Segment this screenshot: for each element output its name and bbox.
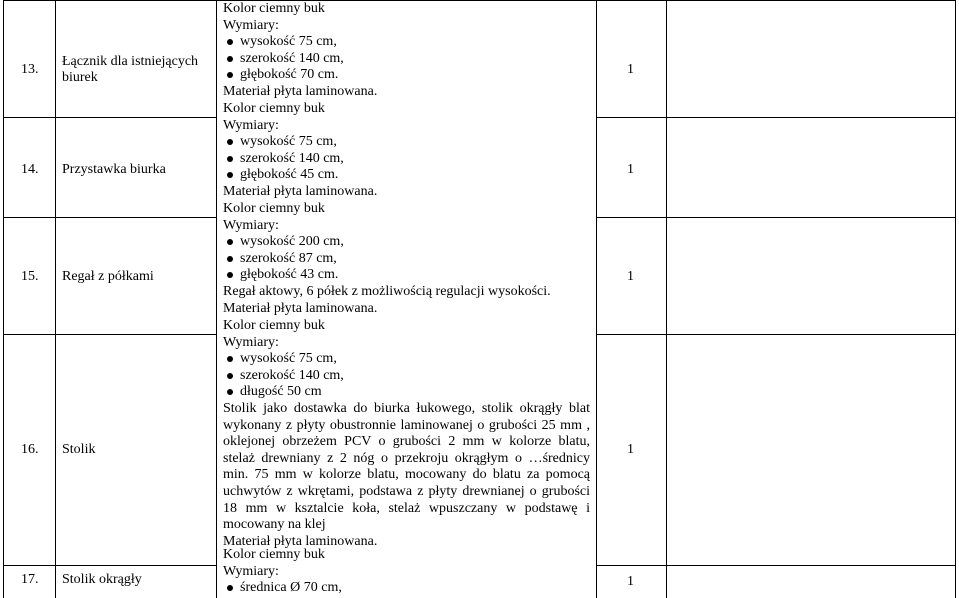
row-border-2 xyxy=(3,217,216,218)
description-line: Kolor ciemny buk xyxy=(223,547,325,562)
description-line: Regał aktowy, 6 półek z możliwością regulacji wysokości. xyxy=(223,283,551,299)
item-name: Łącznik dla istniejących xyxy=(62,54,199,69)
description-line: Kolor ciemny buk xyxy=(223,101,325,116)
dimension-item: wysokość 75 cm, xyxy=(223,134,590,151)
item-name: Stolik xyxy=(62,442,96,457)
description-line: uchwytów z wkrętami, podstawa z płyty drewnianej o grubości xyxy=(223,483,590,499)
row-border-1b xyxy=(596,117,956,118)
dimension-item: szerokość 140 cm, xyxy=(223,51,590,68)
col-border-left xyxy=(3,0,4,598)
row-number: 17. xyxy=(21,572,39,587)
item-name: Regał z półkami xyxy=(62,269,154,284)
description-line: stelaż drewniany z 2 nóg o przekroju okrągłym o …średnicy xyxy=(223,450,590,466)
description-line: Kolor ciemny buk xyxy=(223,201,325,216)
quantity: 1 xyxy=(627,574,634,589)
description-line: min. 75 mm w kolorze blatu, mocowany do blatu za pomocą xyxy=(223,467,590,483)
description-line: Wymiary: xyxy=(223,17,279,33)
description-line: wykonany z płyty obustronnie laminowanej o grubości 25 mm , xyxy=(223,417,590,433)
description-line: mocowany na klej xyxy=(223,517,326,533)
dimension-item: szerokość 140 cm, xyxy=(223,151,590,168)
dimension-item: wysokość 75 cm, xyxy=(223,34,590,51)
item-name: Przystawka biurka xyxy=(62,162,166,177)
item-description xyxy=(223,318,590,550)
row-border-4b xyxy=(596,565,956,566)
row-number: 16. xyxy=(21,442,39,457)
quantity: 1 xyxy=(627,269,634,284)
dimension-item: wysokość 75 cm, xyxy=(223,351,590,368)
col-border-desc-qty xyxy=(596,0,597,598)
description-line: Wymiary: xyxy=(223,117,279,133)
description-line: Wymiary: xyxy=(223,563,279,579)
description-line: Kolor ciemny buk xyxy=(223,1,325,16)
description-line: Materiał płyta laminowana. xyxy=(223,183,378,199)
description-line: Materiał płyta laminowana. xyxy=(223,83,378,99)
description-line: Stolik jako dostawka do biurka łukowego, stolik okrągły blat xyxy=(223,400,590,416)
dimension-item: głębokość 45 cm. xyxy=(223,167,590,184)
col-border-name-desc xyxy=(216,0,217,598)
item-description xyxy=(223,547,590,597)
row-number: 15. xyxy=(21,269,39,284)
dimension-item: szerokość 140 cm, xyxy=(223,368,590,385)
description-line: Wymiary: xyxy=(223,217,279,233)
dimension-item: średnica Ø 70 cm, xyxy=(223,580,590,597)
dimension-item: głębokość 70 cm. xyxy=(223,67,590,84)
item-description xyxy=(223,101,590,201)
quantity: 1 xyxy=(627,62,634,77)
dimension-item: wysokość 200 cm, xyxy=(223,234,590,251)
quantity: 1 xyxy=(627,442,634,457)
quantity: 1 xyxy=(627,162,634,177)
dimension-item: długość 50 cm xyxy=(223,384,590,401)
description-line: Materiał płyta laminowana. xyxy=(223,533,378,549)
dimension-item: głębokość 43 cm. xyxy=(223,267,590,284)
description-line: oklejonej obrzeżem PCV o grubości 2 mm w kolorze blatu, xyxy=(223,434,590,450)
description-line: Wymiary: xyxy=(223,334,279,350)
description-line: Kolor ciemny buk xyxy=(223,318,325,333)
row-border-3 xyxy=(3,334,216,335)
col-border-num-name xyxy=(55,0,56,598)
item-name: Stolik okrągły xyxy=(62,572,142,587)
item-name: biurek xyxy=(62,70,98,85)
col-border-right xyxy=(955,0,956,598)
col-border-qty-extra xyxy=(666,0,667,598)
dimension-item: szerokość 87 cm, xyxy=(223,251,590,268)
description-line: 18 mm w ksztalcie koła, stelaż wpuszczany w podstawę i xyxy=(223,500,590,516)
item-description xyxy=(223,1,590,101)
row-number: 14. xyxy=(21,162,39,177)
row-border-4 xyxy=(3,565,216,566)
row-border-1 xyxy=(3,117,216,118)
description-line: Materiał płyta laminowana. xyxy=(223,300,378,316)
item-description xyxy=(223,201,590,317)
row-number: 13. xyxy=(21,62,39,77)
row-border-3b xyxy=(596,334,956,335)
row-border-2b xyxy=(596,217,956,218)
